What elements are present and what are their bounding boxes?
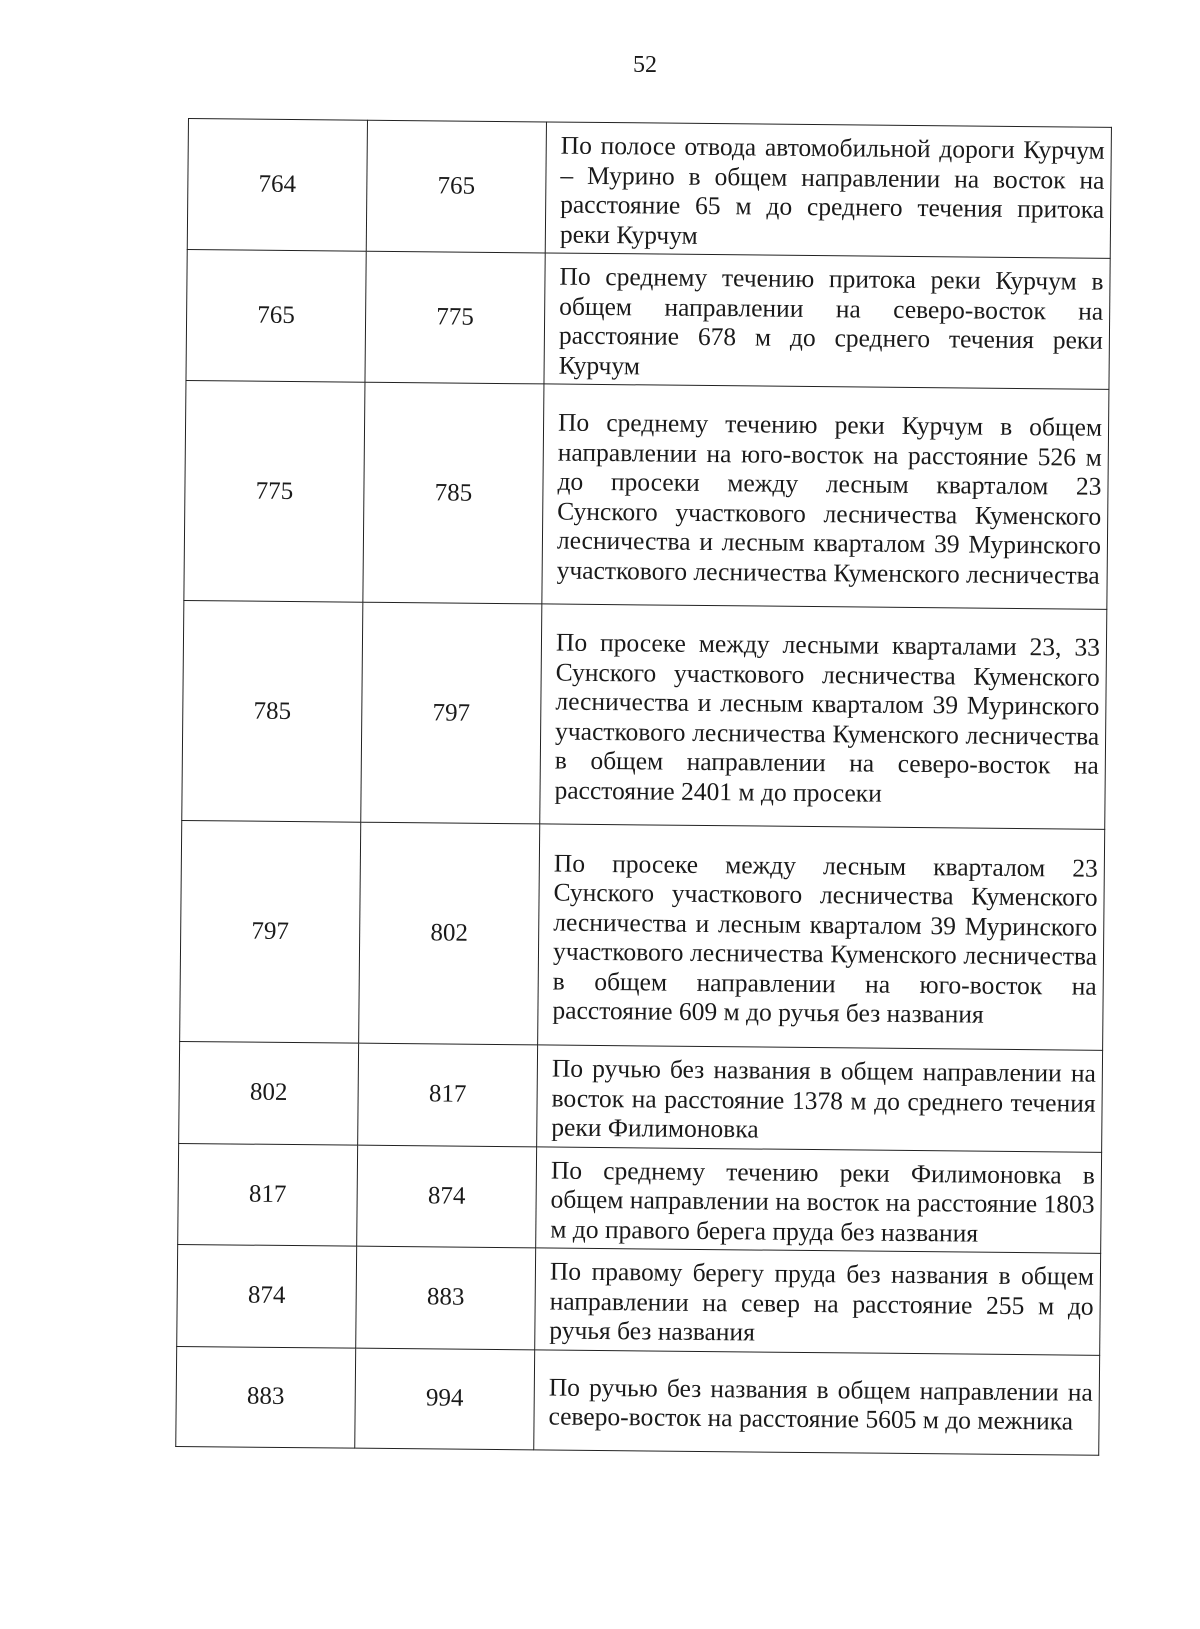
- table-row: [186, 249, 1110, 389]
- from-point-cell: 817: [178, 1143, 358, 1246]
- table-row: [176, 1346, 1100, 1455]
- route-description-cell: По среднему течению реки Курчум в общем направлении на юго-восток на расстояние 526 м до просеки между лесным кварталом 23 Сунского участкового лесничества Куменского лесничества и лесным кварталом 39 Муринского участкового лесничества Куменского лесничества: [542, 384, 1109, 609]
- table-row: [182, 600, 1107, 829]
- table-row: [179, 1041, 1103, 1151]
- to-point-cell: 775: [365, 251, 545, 384]
- from-point-cell: 785: [182, 600, 363, 822]
- to-point-cell: 797: [361, 602, 542, 824]
- table-row: [180, 820, 1105, 1050]
- from-point-cell: 797: [180, 820, 361, 1043]
- to-point-cell: 785: [363, 382, 544, 604]
- route-description-cell: По полосе отвода автомобильной дороги Курчум – Мурино в общем направлении на восток на расстояние 65 м до среднего течения притока реки Курчум: [545, 122, 1111, 258]
- route-description-cell: По ручью без названия в общем направлении на северо-восток на расстояние 5605 м до межника: [534, 1349, 1100, 1454]
- route-description-cell: По правому берегу пруда без названия в общем направлении на север на расстояние 255 м до ручья без названия: [535, 1248, 1101, 1355]
- table-row: [187, 119, 1111, 259]
- to-point-cell: 883: [356, 1246, 536, 1349]
- table-row: [184, 380, 1109, 609]
- table-row: [177, 1244, 1101, 1354]
- to-point-cell: 994: [355, 1348, 535, 1450]
- from-point-cell: 765: [186, 249, 366, 382]
- from-point-cell: 775: [184, 380, 365, 602]
- route-description-cell: По просеке между лесными кварталами 23, 33 Сунского участкового лесничества Куменского лесничества и лесным кварталом 39 Муринского участкового лесничества Куменского лесничества в общем направлении на северо-восток на расстояние 2401 м до просеки: [540, 604, 1107, 829]
- page-number: 52: [633, 52, 657, 78]
- to-point-cell: 817: [358, 1043, 538, 1146]
- route-description-cell: По ручью без названия в общем направлении на восток на расстояние 1378 м до среднего течения реки Филимоновка: [537, 1045, 1103, 1152]
- from-point-cell: 802: [179, 1041, 359, 1144]
- table-row: [178, 1143, 1102, 1253]
- to-point-cell: 874: [357, 1145, 537, 1248]
- from-point-cell: 874: [177, 1244, 357, 1347]
- to-point-cell: 765: [366, 120, 546, 253]
- route-description-cell: По среднему течению реки Филимоновка в общем направлении на восток на расстояние 1803 м до правого берега пруда без названия: [536, 1146, 1102, 1253]
- to-point-cell: 802: [359, 822, 540, 1045]
- route-description-cell: По просеке между лесным кварталом 23 Сунского участкового лесничества Куменского лесничества и лесным кварталом 39 Муринского участкового лесничества Куменского лесничества в общем направлении на юго-восток на расстояние 609 м до ручья без названия: [538, 824, 1105, 1050]
- from-point-cell: 764: [187, 119, 367, 252]
- boundary-table: [175, 118, 1112, 1455]
- route-description-cell: По среднему течению притока реки Курчум в общем направлении на северо-восток на расстояние 678 м до среднего течения реки Курчум: [544, 253, 1110, 389]
- from-point-cell: 883: [176, 1346, 356, 1448]
